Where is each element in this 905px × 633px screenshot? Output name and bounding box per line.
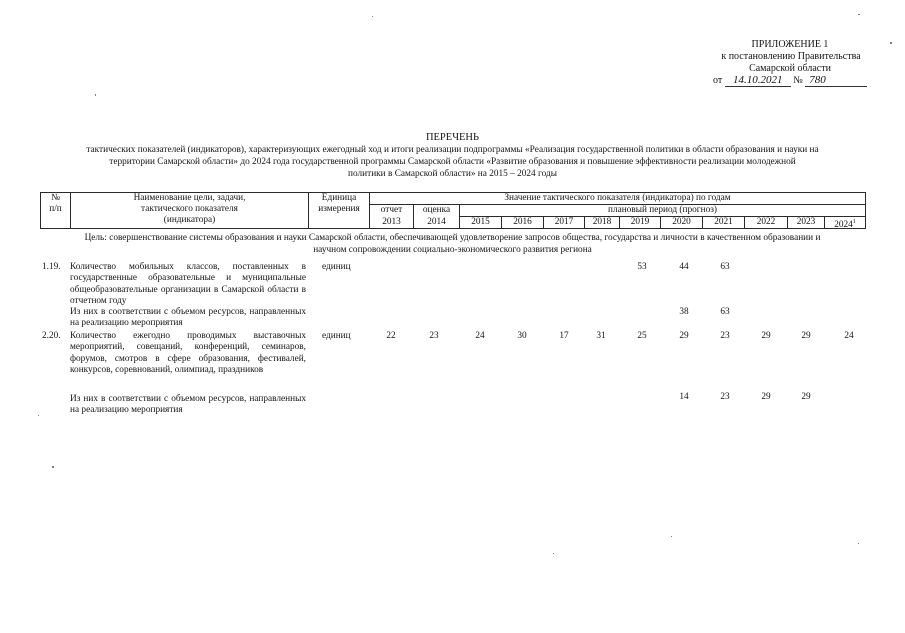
row-value-2023: 29	[801, 331, 811, 341]
row-number: 1.19.	[42, 262, 61, 272]
year-2015: 2015	[471, 217, 490, 227]
header-name	[71, 193, 308, 226]
header-report: отчет	[380, 205, 403, 215]
date-value: 14.10.2021	[725, 74, 791, 87]
row-unit: единиц	[322, 262, 351, 272]
appendix-line-2: к постановлению Правительства	[721, 51, 861, 62]
header-num-line-2: п/п	[49, 204, 62, 214]
footnote-mark: 1	[852, 219, 856, 225]
row-value-2020: 14	[679, 392, 689, 402]
year-2019: 2019	[630, 217, 650, 227]
row-description: Количество мобильных классов, поставленных в государственные образовательные и муниципальные общеобразовательные организации в Самарской области в отчетном году	[70, 262, 306, 306]
row-value-2021: 23	[720, 331, 730, 341]
header-estimate: оценка	[422, 205, 451, 215]
appendix-line-3: Самарской области	[749, 63, 831, 74]
row-value-2020: 44	[679, 262, 689, 272]
date-prefix: от	[713, 75, 723, 86]
row-value-2020: 29	[679, 331, 689, 341]
year-2024	[825, 217, 865, 231]
header-plan: плановый период (прогноз)	[607, 205, 718, 215]
header-num	[41, 193, 70, 215]
header-unit-line-2: измерения	[318, 204, 360, 214]
row-value-2024: 24	[844, 331, 854, 341]
number-value: 780	[805, 74, 867, 87]
row-description: Из них в соответствии с объемом ресурсов, направленных на реализацию мероприятия	[70, 307, 306, 329]
row-description: Количество ежегодно проводимых выставочных мероприятий, совещаний, конференций, семинаров, форумов, смотров в сфере образования, фестивалей, конкурсов, соревнований, олимпиад, праздников	[70, 331, 306, 375]
subtitle-line-2: территории Самарской области» до 2024 года государственной программы Самарской области «Развитие образования и повышение эффективности реализации молодежной	[109, 157, 796, 167]
year-2018: 2018	[592, 217, 612, 227]
row-value-2018: 31	[596, 331, 606, 341]
header-name-line-2: тактического показателя	[141, 204, 238, 214]
row-value-2016: 30	[517, 331, 527, 341]
year-2022: 2022	[756, 217, 776, 227]
row-value-2019: 53	[637, 262, 647, 272]
header-values-title: Значение тактического показателя (индикатора) по годам	[504, 193, 731, 203]
row-value-2020: 38	[679, 307, 689, 317]
row-value-2022: 29	[761, 331, 771, 341]
row-value-2023: 29	[801, 392, 811, 402]
year-2023: 2023	[796, 217, 816, 227]
row-value-2021: 63	[720, 307, 730, 317]
row-value-2015: 24	[475, 331, 485, 341]
header-name-line-1: Наименование цели, задачи,	[133, 193, 246, 203]
row-value-2014: 23	[429, 331, 439, 341]
year-2014: 2014	[427, 217, 446, 227]
year-2013: 2013	[382, 217, 401, 227]
appendix-date-line	[713, 74, 867, 88]
row-value-2017: 17	[559, 331, 569, 341]
year-2016: 2016	[513, 217, 532, 227]
appendix-line-1: ПРИЛОЖЕНИЕ 1	[751, 39, 829, 50]
number-prefix: №	[793, 75, 803, 86]
row-description: Из них в соответствии с объемом ресурсов, направленных на реализацию мероприятия	[70, 394, 306, 416]
header-unit-line-1: Единица	[321, 193, 357, 203]
row-unit: единиц	[322, 331, 351, 341]
year-2020: 2020	[672, 217, 691, 227]
year-2017: 2017	[554, 217, 574, 227]
year-2021: 2021	[714, 217, 733, 227]
header-name-line-3: (индикатора)	[163, 215, 216, 225]
header-unit	[309, 193, 369, 215]
row-value-2021: 23	[720, 392, 730, 402]
row-value-2019: 25	[637, 331, 647, 341]
header-num-line-1: №	[51, 193, 60, 203]
row-value-2021: 63	[720, 262, 730, 272]
document-title: ПЕРЕЧЕНЬ	[425, 132, 480, 143]
row-number: 2.20.	[42, 331, 61, 341]
year-2024-label: 2024	[834, 220, 853, 231]
subtitle-line-1: тактических показателей (индикаторов), характеризующих ежегодный ход и итоги реализации подпрограммы «Реализация государственной политики в области образования и науки на	[86, 145, 819, 155]
goal-line-1: Цель: совершенствование системы образования и науки Самарской области, обеспечивающей удовлетворение запросов общества, государства и личности в качественном образовании и	[84, 233, 821, 243]
subtitle-line-3: политики в Самарской области» на 2015 – 2024 годы	[348, 169, 557, 179]
row-value-2022: 29	[761, 392, 771, 402]
row-value-2013: 22	[386, 331, 396, 341]
goal-line-2: научном сопровождении социально-экономического развития региона	[313, 245, 592, 255]
